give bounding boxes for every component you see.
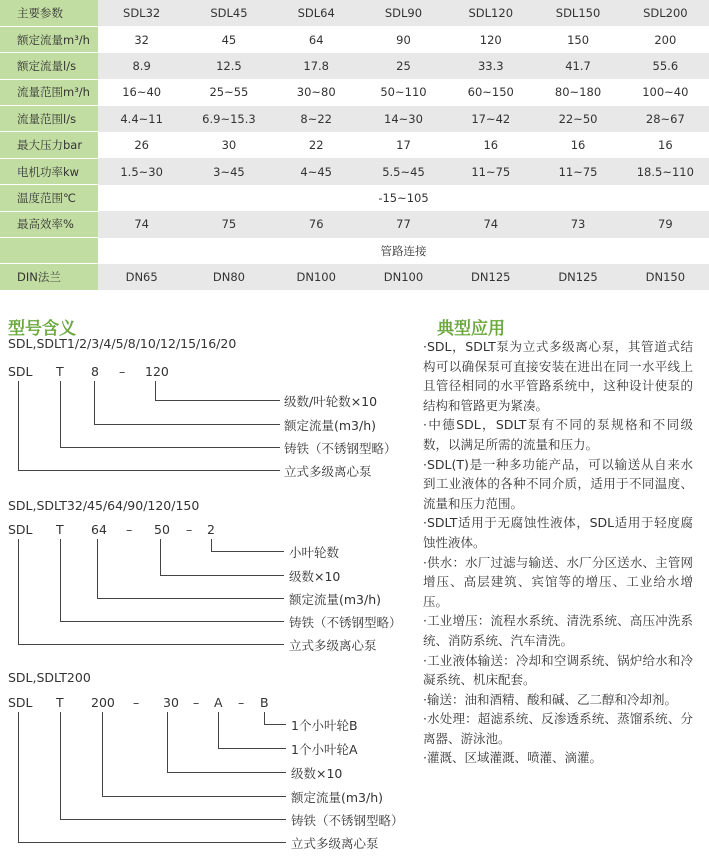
spec-cell: SDL120 (447, 0, 534, 26)
spec-table (0, 0, 709, 291)
spec-row (0, 264, 709, 290)
spec-cell: 30~80 (273, 79, 360, 105)
code-dash: – (126, 522, 133, 537)
spec-row (0, 158, 709, 184)
code-sdl: SDL (8, 522, 33, 537)
explain-material: 铸铁（不锈钢型略） (291, 813, 404, 828)
code-flow: 64 (91, 522, 107, 537)
leader-line (102, 796, 286, 797)
spec-cell: 100~40 (622, 79, 709, 105)
spec-cell: DN125 (447, 264, 534, 290)
code-sdl: SDL (8, 364, 33, 379)
spec-cell: 4~45 (273, 158, 360, 184)
explain-pump-type: 立式多级离心泵 (284, 464, 372, 479)
code-dash: – (119, 364, 126, 379)
leader-line (18, 381, 19, 470)
spec-row (0, 132, 709, 158)
code-impeller-b: B (260, 695, 269, 710)
leader-line (160, 539, 161, 575)
leader-line (211, 539, 212, 551)
spec-cell: SDL200 (622, 0, 709, 26)
typical-applications-title: 典型应用 (437, 319, 505, 339)
spec-cell: 55.6 (622, 53, 709, 79)
code-dash: – (133, 695, 140, 710)
spec-cell: 60~150 (447, 79, 534, 105)
spec-cell: 16 (534, 132, 621, 158)
spec-row (0, 238, 709, 264)
code-flow: 200 (91, 695, 115, 710)
leader-line (94, 381, 95, 424)
spec-row-label: 最高效率% (0, 211, 98, 237)
application-item: ·SDL，SDLT泵为立式多级离心泵，其管道式结构可以确保泵可直接安装在进出在同一水平线上且管径相同的水平管路系统中，这种设计使泵的结构和管路更为紧凑。 (423, 339, 693, 413)
leader-line (60, 621, 284, 622)
application-item: ·SDL(T)是一种多功能产品，可以输送从自来水到工业液体的各种不同介质，适用于不同温度、流量和压力范围。 (423, 456, 693, 511)
code-small-impeller: 2 (207, 522, 215, 537)
spec-row-label: 电机功率kw (0, 158, 98, 184)
model-series-3: SDL,SDLT200 (8, 670, 91, 685)
spec-cell: SDL90 (360, 0, 447, 26)
leader-line (264, 724, 286, 725)
spec-row-label (0, 238, 98, 264)
code-t: T (56, 522, 64, 537)
spec-row-label: 额定流量l/s (0, 53, 98, 79)
application-item: ·灌溉、区域灌溉、喷灌、滴灌。 (423, 750, 602, 766)
spec-cell: 14~30 (360, 106, 447, 132)
leader-line (97, 539, 98, 598)
leader-line (18, 470, 280, 471)
code-t: T (56, 364, 64, 379)
spec-row-label: 额定流量m³/h (0, 26, 98, 52)
leader-line (102, 712, 103, 796)
spec-cell: SDL32 (98, 0, 185, 26)
spec-cell: 22~50 (534, 106, 621, 132)
spec-cell: 25 (360, 53, 447, 79)
leader-line (211, 551, 284, 552)
spec-cell: SDL64 (273, 0, 360, 26)
leader-line (60, 447, 280, 448)
spec-cell: 26 (98, 132, 185, 158)
spec-cell: 12.5 (185, 53, 272, 79)
explain-pump-type: 立式多级离心泵 (289, 638, 377, 653)
spec-row-label: DIN法兰 (0, 264, 98, 290)
spec-row-label: 主要参数 (0, 0, 98, 26)
leader-line (97, 598, 284, 599)
spec-cell: DN65 (98, 264, 185, 290)
spec-cell: 11~75 (534, 158, 621, 184)
leader-line (155, 400, 280, 401)
spec-cell: 41.7 (534, 53, 621, 79)
spec-cell: 11~75 (447, 158, 534, 184)
spec-cell: DN150 (622, 264, 709, 290)
code-dash: – (238, 695, 245, 710)
spec-merged-cell: 管路连接 (98, 238, 709, 264)
spec-cell: 8.9 (98, 53, 185, 79)
spec-row (0, 53, 709, 79)
application-item: ·输送：油和酒精、酸和碱、乙二醇和冷却剂。 (423, 691, 677, 707)
explain-material: 铸铁（不锈钢型略） (289, 615, 402, 630)
spec-cell: 17~42 (447, 106, 534, 132)
code-flow: 8 (91, 364, 99, 379)
explain-flow: 额定流量(m3/h) (289, 592, 382, 607)
spec-cell: 74 (447, 211, 534, 237)
code-stages: 120 (145, 364, 169, 379)
code-t: T (56, 695, 64, 710)
application-item: ·工业液体输送：冷却和空调系统、锅炉给水和冷凝系统、机床配套。 (423, 652, 693, 688)
spec-cell: DN125 (534, 264, 621, 290)
spec-cell: 74 (98, 211, 185, 237)
model-meaning-title: 型号含义 (8, 319, 76, 339)
spec-cell: 5.5~45 (360, 158, 447, 184)
spec-cell: DN80 (185, 264, 272, 290)
spec-row (0, 26, 709, 52)
spec-cell: DN100 (273, 264, 360, 290)
code-impeller-a: A (214, 695, 223, 710)
spec-cell: 79 (622, 211, 709, 237)
spec-cell: SDL45 (185, 0, 272, 26)
spec-cell: 6.9~15.3 (185, 106, 272, 132)
leader-line (60, 381, 61, 447)
spec-cell: 30 (185, 132, 272, 158)
spec-cell: 50~110 (360, 79, 447, 105)
spec-cell: 28~67 (622, 106, 709, 132)
code-stages: 30 (163, 695, 179, 710)
spec-cell: 18.5~110 (622, 158, 709, 184)
leader-line (18, 644, 284, 645)
explain-small-impeller: 小叶轮数 (289, 545, 340, 560)
spec-cell: 8~22 (273, 106, 360, 132)
spec-cell: 32 (98, 26, 185, 52)
explain-stages: 级数×10 (289, 569, 341, 584)
leader-line (218, 712, 219, 748)
spec-cell: 16~40 (98, 79, 185, 105)
application-item: ·水处理：超滤系统、反渗透系统、蒸馏系统、分离器、游泳池。 (423, 711, 693, 746)
spec-row (0, 106, 709, 132)
leader-line (218, 748, 286, 749)
application-item: ·SDLT适用于无腐蚀性液体，SDL适用于轻度腐蚀性液体。 (423, 515, 693, 550)
application-item: ·中德SDL，SDLT泵有不同的泵规格和不同级数，以满足所需的流量和压力。 (423, 417, 693, 452)
code-dash: – (193, 695, 200, 710)
code-dash: – (186, 522, 193, 537)
spec-cell: 45 (185, 26, 272, 52)
code-stages: 50 (154, 522, 170, 537)
spec-row-label: 最大压力bar (0, 132, 98, 158)
leader-line (167, 772, 286, 773)
explain-flow: 额定流量(m3/h) (284, 418, 377, 433)
spec-row-label: 流量范围m³/h (0, 79, 98, 105)
leader-line (264, 712, 265, 724)
explain-stages: 级数×10 (291, 766, 343, 781)
spec-cell: SDL150 (534, 0, 621, 26)
spec-cell: 16 (622, 132, 709, 158)
spec-cell: 25~55 (185, 79, 272, 105)
leader-line (18, 842, 286, 843)
spec-cell: DN100 (360, 264, 447, 290)
spec-cell: 16 (447, 132, 534, 158)
spec-row-label: 温度范围℃ (0, 185, 98, 211)
spec-cell: 17 (360, 132, 447, 158)
leader-line (160, 575, 284, 576)
explain-material: 铸铁（不锈钢型略） (284, 441, 397, 456)
model-series-2: SDL,SDLT32/45/64/90/120/150 (8, 498, 200, 513)
leader-line (155, 381, 156, 400)
spec-cell: 33.3 (447, 53, 534, 79)
spec-cell: 64 (273, 26, 360, 52)
application-item: ·工业增压：流程水系统、清洗系统、高压冲洗系统、消防系统、汽车清洗。 (423, 613, 693, 648)
explain-pump-type: 立式多级离心泵 (291, 836, 379, 851)
application-item: ·供水：水厂过滤与输送、水厂分区送水、主管网增压、高层建筑、宾馆等的增压、工业给水增压。 (423, 554, 693, 609)
leader-line (60, 539, 61, 621)
code-sdl: SDL (8, 695, 33, 710)
spec-cell: 1.5~30 (98, 158, 185, 184)
leader-line (18, 539, 19, 644)
spec-row-label: 流量范围l/s (0, 106, 98, 132)
spec-row (0, 0, 709, 26)
leader-line (60, 712, 61, 819)
spec-cell: 22 (273, 132, 360, 158)
typical-applications-list (423, 337, 693, 768)
spec-cell: 150 (534, 26, 621, 52)
spec-cell: 77 (360, 211, 447, 237)
spec-cell: 200 (622, 26, 709, 52)
spec-cell: 80~180 (534, 79, 621, 105)
leader-line (18, 712, 19, 842)
spec-row (0, 211, 709, 237)
explain-flow: 额定流量(m3/h) (291, 790, 384, 805)
leader-line (60, 819, 286, 820)
spec-cell: 4.4~11 (98, 106, 185, 132)
spec-cell: 75 (185, 211, 272, 237)
explain-impeller-a: 1个小叶轮A (291, 742, 358, 757)
spec-row (0, 185, 709, 211)
spec-cell: 76 (273, 211, 360, 237)
leader-line (94, 424, 280, 425)
spec-cell: 3~45 (185, 158, 272, 184)
spec-cell: 90 (360, 26, 447, 52)
spec-cell: 17.8 (273, 53, 360, 79)
spec-row (0, 79, 709, 105)
spec-cell: 73 (534, 211, 621, 237)
explain-impeller-b: 1个小叶轮B (291, 718, 358, 733)
leader-line (167, 712, 168, 772)
spec-merged-cell: -15~105 (98, 185, 709, 211)
spec-cell: 120 (447, 26, 534, 52)
model-series-1: SDL,SDLT1/2/3/4/5/8/10/12/15/16/20 (8, 336, 237, 351)
explain-stages: 级数/叶轮数×10 (284, 394, 378, 409)
